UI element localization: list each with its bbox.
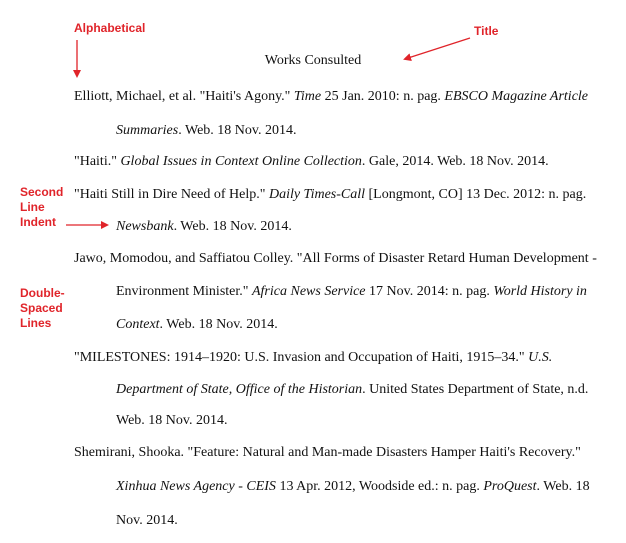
citation-italic-segment: Africa News Service (251, 284, 366, 299)
citation-entry-indented-line (116, 478, 590, 496)
citation-text-segment: Environment Minister." (116, 284, 252, 299)
citation-text-segment: "Haiti Still in Dire Need of Help." (74, 187, 269, 202)
citation-italic-segment: Newsbank (116, 219, 174, 234)
citation-text-segment: Elliott, Michael, et al. "Haiti's Agony." (74, 89, 294, 104)
citation-text-segment: Nov. 2014. (116, 513, 178, 528)
citation-text-segment: "Haiti." (74, 154, 121, 169)
citation-text-segment: . Gale, 2014. Web. 18 Nov. 2014. (361, 154, 549, 169)
annotation-title: Title (474, 24, 499, 38)
annotation-double-spaced-word: Spaced (20, 301, 63, 315)
document-title: Works Consulted (264, 53, 362, 68)
citation-italic-segment: Department of State, Office of the Historian (116, 382, 363, 397)
citation-text-segment: Shemirani, Shooka. "Feature: Natural and Man-made Disasters Hamper Haiti's Recovery." (74, 445, 581, 460)
citation-italic-segment: World History in (493, 284, 587, 299)
citation-entry-indented-line (116, 283, 587, 301)
annotation-second-line-indent-word: Indent (20, 215, 56, 229)
citation-entry-indented-line (116, 381, 588, 399)
citation-text-segment: . Web. 18 Nov. 2014. (159, 317, 278, 332)
citation-text-segment: Jawo, Momodou, and Saffiatou Colley. "All Forms of Disaster Retard Human Development - (74, 251, 597, 266)
citation-italic-segment: Global Issues in Context Online Collection (120, 154, 362, 169)
citation-entry-first-line (74, 153, 549, 171)
citation-entry-indented-line (116, 122, 297, 140)
citation-text-segment: "MILESTONES: 1914–1920: U.S. Invasion and Occupation of Haiti, 1915–34." (74, 350, 529, 365)
citation-entry-first-line (74, 250, 597, 268)
citation-entry-indented-line (116, 316, 278, 334)
citation-text-segment: Web. 18 Nov. 2014. (116, 413, 228, 428)
citation-text-segment: . Web. 18 Nov. 2014. (173, 219, 292, 234)
citation-italic-segment: Context (116, 317, 160, 332)
citation-text-segment: 17 Nov. 2014: n. pag. (365, 284, 494, 299)
citation-italic-segment: Time (293, 89, 322, 104)
annotation-second-line-indent-word: Second (20, 185, 64, 199)
citation-text-segment: . Web. 18 Nov. 2014. (178, 123, 297, 138)
citation-text-segment: . Web. 18 (536, 479, 590, 494)
annotation-second-line-indent-word: Line (20, 200, 45, 214)
annotation-double-spaced-word: Double- (20, 286, 65, 300)
citation-text-segment: [Longmont, CO] 13 Dec. 2012: n. pag. (365, 187, 587, 202)
citation-text-segment: 13 Apr. 2012, Woodside ed.: n. pag. (275, 479, 484, 494)
citation-entry-indented-line (116, 512, 178, 530)
citation-italic-segment: Daily Times-Call (268, 187, 366, 202)
citation-entry-first-line (74, 186, 586, 204)
citation-entry-first-line (74, 88, 588, 106)
annotation-double-spaced-word: Lines (20, 316, 52, 330)
citation-italic-segment: Xinhua News Agency - CEIS (116, 479, 276, 494)
citation-entry-first-line (74, 349, 552, 367)
citation-italic-segment: Summaries (116, 123, 179, 138)
citation-italic-segment: EBSCO Magazine Article (444, 89, 589, 104)
citation-entry-first-line (74, 444, 581, 462)
citation-text-segment: . United States Department of State, n.d. (362, 382, 589, 397)
citation-text-segment: 25 Jan. 2010: n. pag. (321, 89, 445, 104)
annotation-alphabetical: Alphabetical (74, 21, 146, 35)
citation-entry-indented-line (116, 218, 292, 236)
citation-italic-segment: U.S. (528, 350, 553, 365)
citation-entry-indented-line (116, 412, 228, 430)
citation-italic-segment: ProQuest (483, 479, 537, 494)
